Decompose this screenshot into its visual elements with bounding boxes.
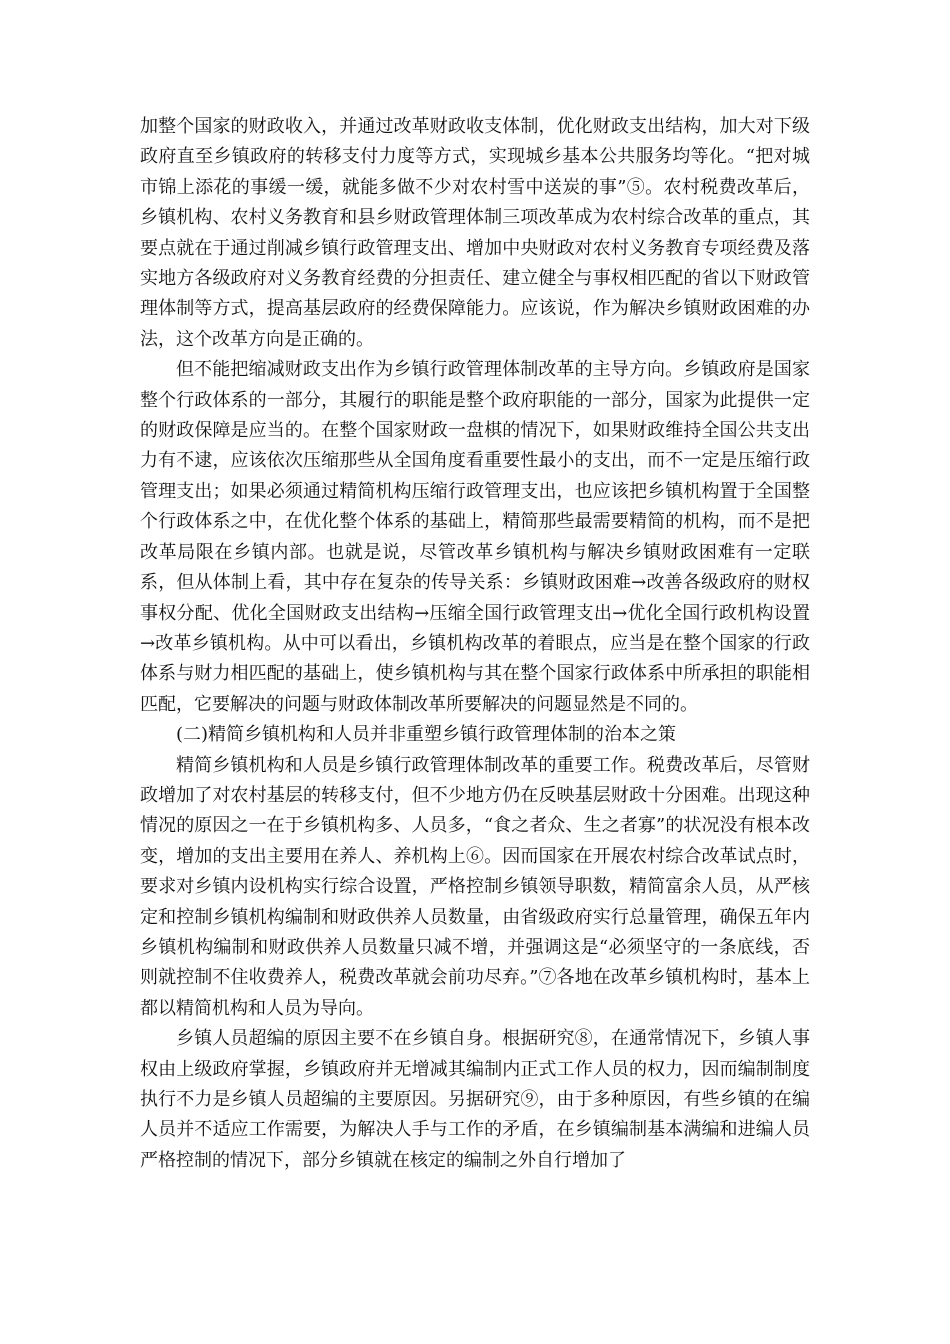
paragraph-streamlining-staff: 精简乡镇机构和人员是乡镇行政管理体制改革的重要工作。税费改革后，尽管财政增加了对农村基层的转移支付，但不少地方仍在反映基层财政十分困难。出现这种情况的原因之一在于乡镇机构多、人员多，“食之者众、生之者寡”的状况没有根本改变，增加的支出主要用在养人、养机构上⑥。因而国家在开展农村综合改革试点时，要求对乡镇内设机构实行综合设置，严格控制乡镇领导职数，精简富余人员，从严核定和控制乡镇机构编制和财政供养人员数量，由省级政府实行总量管理，确保五年内乡镇机构编制和财政供养人员数量只减不增，并强调这是“必须坚守的一条底线，否则就控制不住收费养人，税费改革就会前功尽弃。”⑦各地在改革乡镇机构时，基本上都以精简机构和人员为导向。 — [140, 754, 810, 1019]
paragraph-administrative-direction: 但不能把缩减财政支出作为乡镇行政管理体制改革的主导方向。乡镇政府是国家整个行政体系的一部分，其履行的职能是整个政府职能的一部分，国家为此提供一定的财政保障是应当的。在整个国家财政一盘棋的情况下，如果财政维持全国公共支出力有不逮，应该依次压缩那些从全国角度看重要性最小的支出，而不一定是压缩行政管理支出；如果必须通过精简机构压缩行政管理支出，也应该把乡镇机构置于全国整个行政体系之中，在优化整个体系的基础上，精简那些最需要精简的机构，而不是把改革局限在乡镇内部。也就是说，尽管改革乡镇机构与解决乡镇财政困难有一定联系，但从体制上看，其中存在复杂的传导关系：乡镇财政困难→改善各级政府的财权事权分配、优化全国财政支出结构→压缩全国行政管理支出→优化全国行政机构设置→改革乡镇机构。从中可以看出，乡镇机构改革的着眼点，应当是在整个国家的行政体系与财力相匹配的基础上，使乡镇机构与其在整个国家行政体系中所承担的职能相匹配，它要解决的问题与财政体制改革所要解决的问题显然是不同的。 — [140, 359, 810, 715]
paragraph-fiscal-reform: 加整个国家的财政收入，并通过改革财政收支体制，优化财政支出结构，加大对下级政府直至乡镇政府的转移支付力度等方式，实现城乡基本公共服务均等化。“把对城市锦上添花的事缓一缓，就能多做不少对农村雪中送炭的事”⑤。农村税费改革后，乡镇机构、农村义务教育和县乡财政管理体制三项改革成为农村综合改革的重点，其要点就在于通过削减乡镇行政管理支出、增加中央财政对农村义务教育专项经费及落实地方各级政府对义务教育经费的分担责任、建立健全与事权相匹配的省以下财政管理体制等方式，提高基层政府的经费保障能力。应该说，作为解决乡镇财政困难的办法，这个改革方向是正确的。 — [140, 116, 810, 350]
section-heading-streamlining: (二)精简乡镇机构和人员并非重塑乡镇行政管理体制的治本之策 — [176, 724, 677, 746]
paragraph-overstaffing-causes: 乡镇人员超编的原因主要不在乡镇自身。根据研究⑧，在通常情况下，乡镇人事权由上级政府掌握，乡镇政府并无增减其编制内正式工作人员的权力，因而编制制度执行不力是乡镇人员超编的主要原因。另据研究⑨，由于多种原因，有些乡镇的在编人员并不适应工作需要，为解决人手与工作的矛盾，在乡镇编制基本满编和进编人员严格控制的情况下，部分乡镇就在核定的编制之外自行增加了 — [140, 1028, 810, 1171]
document-body — [140, 112, 810, 1176]
